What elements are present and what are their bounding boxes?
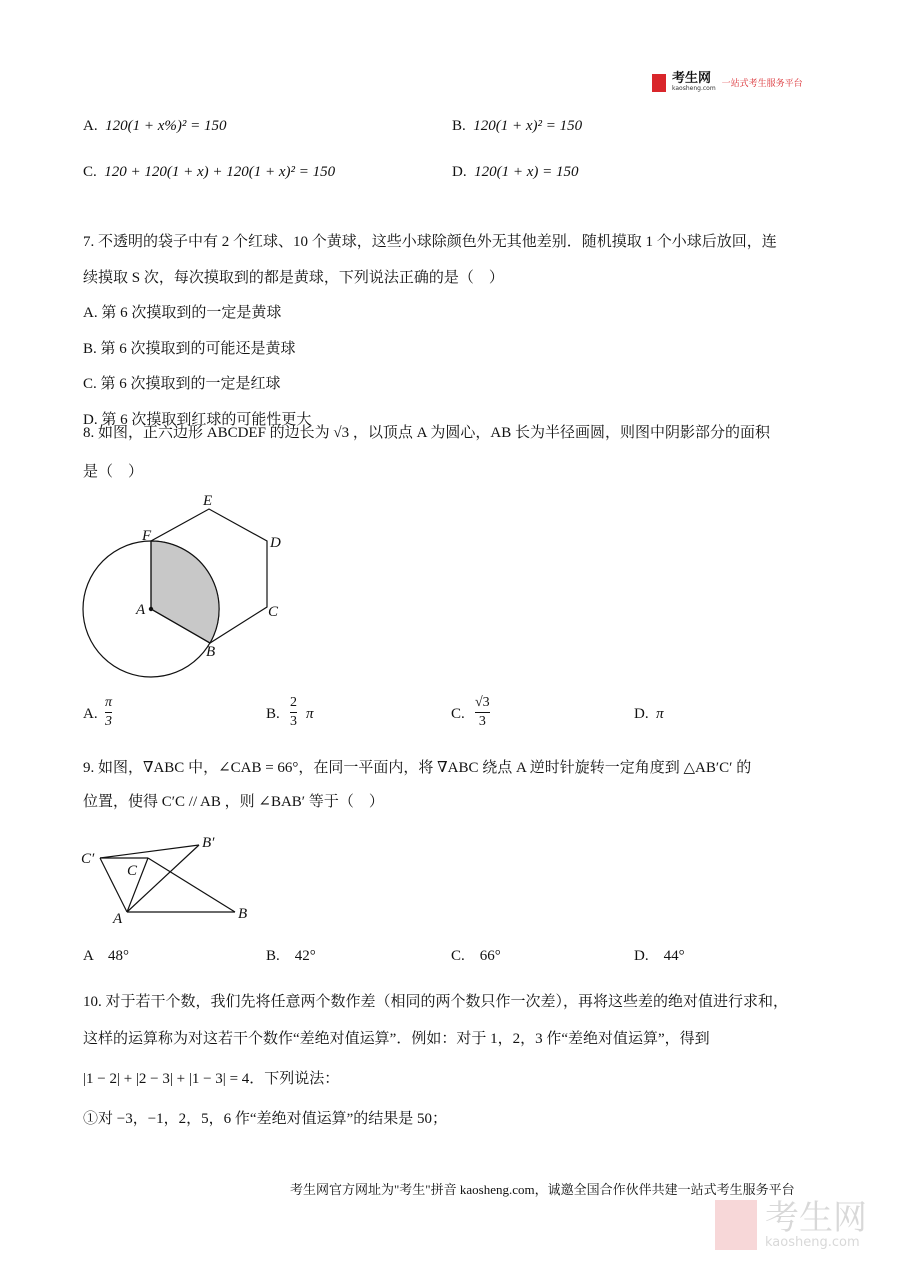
label-b: B [206, 644, 216, 660]
header-slogan: 一站式考生服务平台 [721, 79, 803, 89]
label-e: E [203, 493, 213, 509]
q10-text-2: 这样的运算称为对这若干个数作“差绝对值运算”．例如：对于 1，2，3 作“差绝对值运算”，得到 [83, 1031, 710, 1047]
q6-option-d: D. 120(1 + x) = 150 [452, 164, 579, 180]
q6-option-c: C. 120 + 120(1 + x) + 120(1 + x)² = 150 [83, 164, 336, 180]
q7-option-d: D. 第 6 次摸取到红球的可能性更大 [83, 412, 312, 428]
q8-option-c: $\frac{√3}{3}$ [475, 695, 490, 729]
q8-option-a-label: A. [83, 706, 98, 722]
label-b-prime: B′ [202, 835, 215, 851]
q8-figure [83, 509, 267, 677]
watermark-brand: 考生网 [765, 1197, 867, 1238]
q8-option-b-pi: π [306, 706, 314, 722]
label-c: C [268, 604, 279, 620]
label-a: A [136, 602, 146, 618]
q7-text-1: 7. 不透明的袋子中有 2 个红球、10 个黄球，这些小球除颜色外无其他差别．随机摸取 1 个小球后放回，连 [83, 234, 777, 250]
q7-option-a: A. 第 6 次摸取到的一定是黄球 [83, 305, 282, 321]
label-c9: C [127, 863, 138, 879]
shaded-sector [151, 541, 219, 643]
watermark-url: kaosheng.com [765, 1234, 860, 1250]
watermark [715, 1197, 867, 1250]
label-a9: A [113, 911, 123, 927]
logo-brand: 考生网 [672, 71, 712, 86]
q8-option-c-label: C. [451, 706, 465, 722]
q10-text-3: |1 − 2| + |2 − 3| + |1 − 3| = 4．下列说法： [83, 1071, 340, 1087]
q7-text-2: 续摸取 S 次，每次摸取到的都是黄球，下列说法正确的是（ ） [83, 270, 504, 286]
q8-option-b-label: B. [266, 706, 280, 722]
q9-option-b: B. 42° [266, 948, 316, 964]
q10-text-4: ①对 −3，−1，2，5，6 作“差绝对值运算”的结果是 50； [83, 1111, 447, 1127]
q7-option-b: B. 第 6 次摸取到的可能还是黄球 [83, 341, 296, 357]
footer-text: 考生网官方网址为"考生"拼音 kaosheng.com，诚邀全国合作伙伴共建一站式考生服务平台 [290, 1182, 795, 1197]
logo-url: kaosheng.com [672, 85, 716, 92]
q7-option-c: C. 第 6 次摸取到的一定是红球 [83, 376, 281, 392]
q9-text-2: 位置，使得 C′C // AB ，则 ∠BAB′ 等于（ ） [83, 794, 384, 810]
watermark-logo-icon [715, 1200, 757, 1250]
q6-option-a: A. 120(1 + x%)² = 150 [83, 118, 227, 134]
q8-option-a: $\frac{\pi}{3}$ [105, 695, 113, 729]
label-c-prime: C′ [81, 851, 95, 867]
q9-option-d: D. 44° [634, 948, 685, 964]
label-d: D [270, 535, 281, 551]
q8-option-b: $\frac{2}{3}$ [290, 695, 297, 729]
q8-text-1: 8. 如图，正六边形 ABCDEF 的边长为 √3 ，以顶点 A 为圆心，AB 长为半径画圆，则图中阴影部分的面积 [83, 425, 771, 441]
q9-option-c: C. 66° [451, 948, 501, 964]
q6-option-b: B. 120(1 + x)² = 150 [452, 118, 583, 134]
q9-figure [100, 845, 235, 912]
q8-option-d: D. π [634, 706, 664, 722]
label-b9: B [238, 906, 248, 922]
q10-text-1: 10. 对于若干个数，我们先将任意两个数作差（相同的两个数只作一次差），再将这些差的绝对值进行求和， [83, 994, 789, 1010]
q9-text-1: 9. 如图，∇ABC 中，∠CAB = 66°，在同一平面内，将 ∇ABC 绕点 A 逆时针旋转一定角度到 △AB′C′ 的 [83, 760, 752, 776]
q9-option-a: A 48° [83, 948, 130, 964]
label-f: F [142, 528, 152, 544]
q8-text-2: 是（ ） [83, 464, 144, 480]
